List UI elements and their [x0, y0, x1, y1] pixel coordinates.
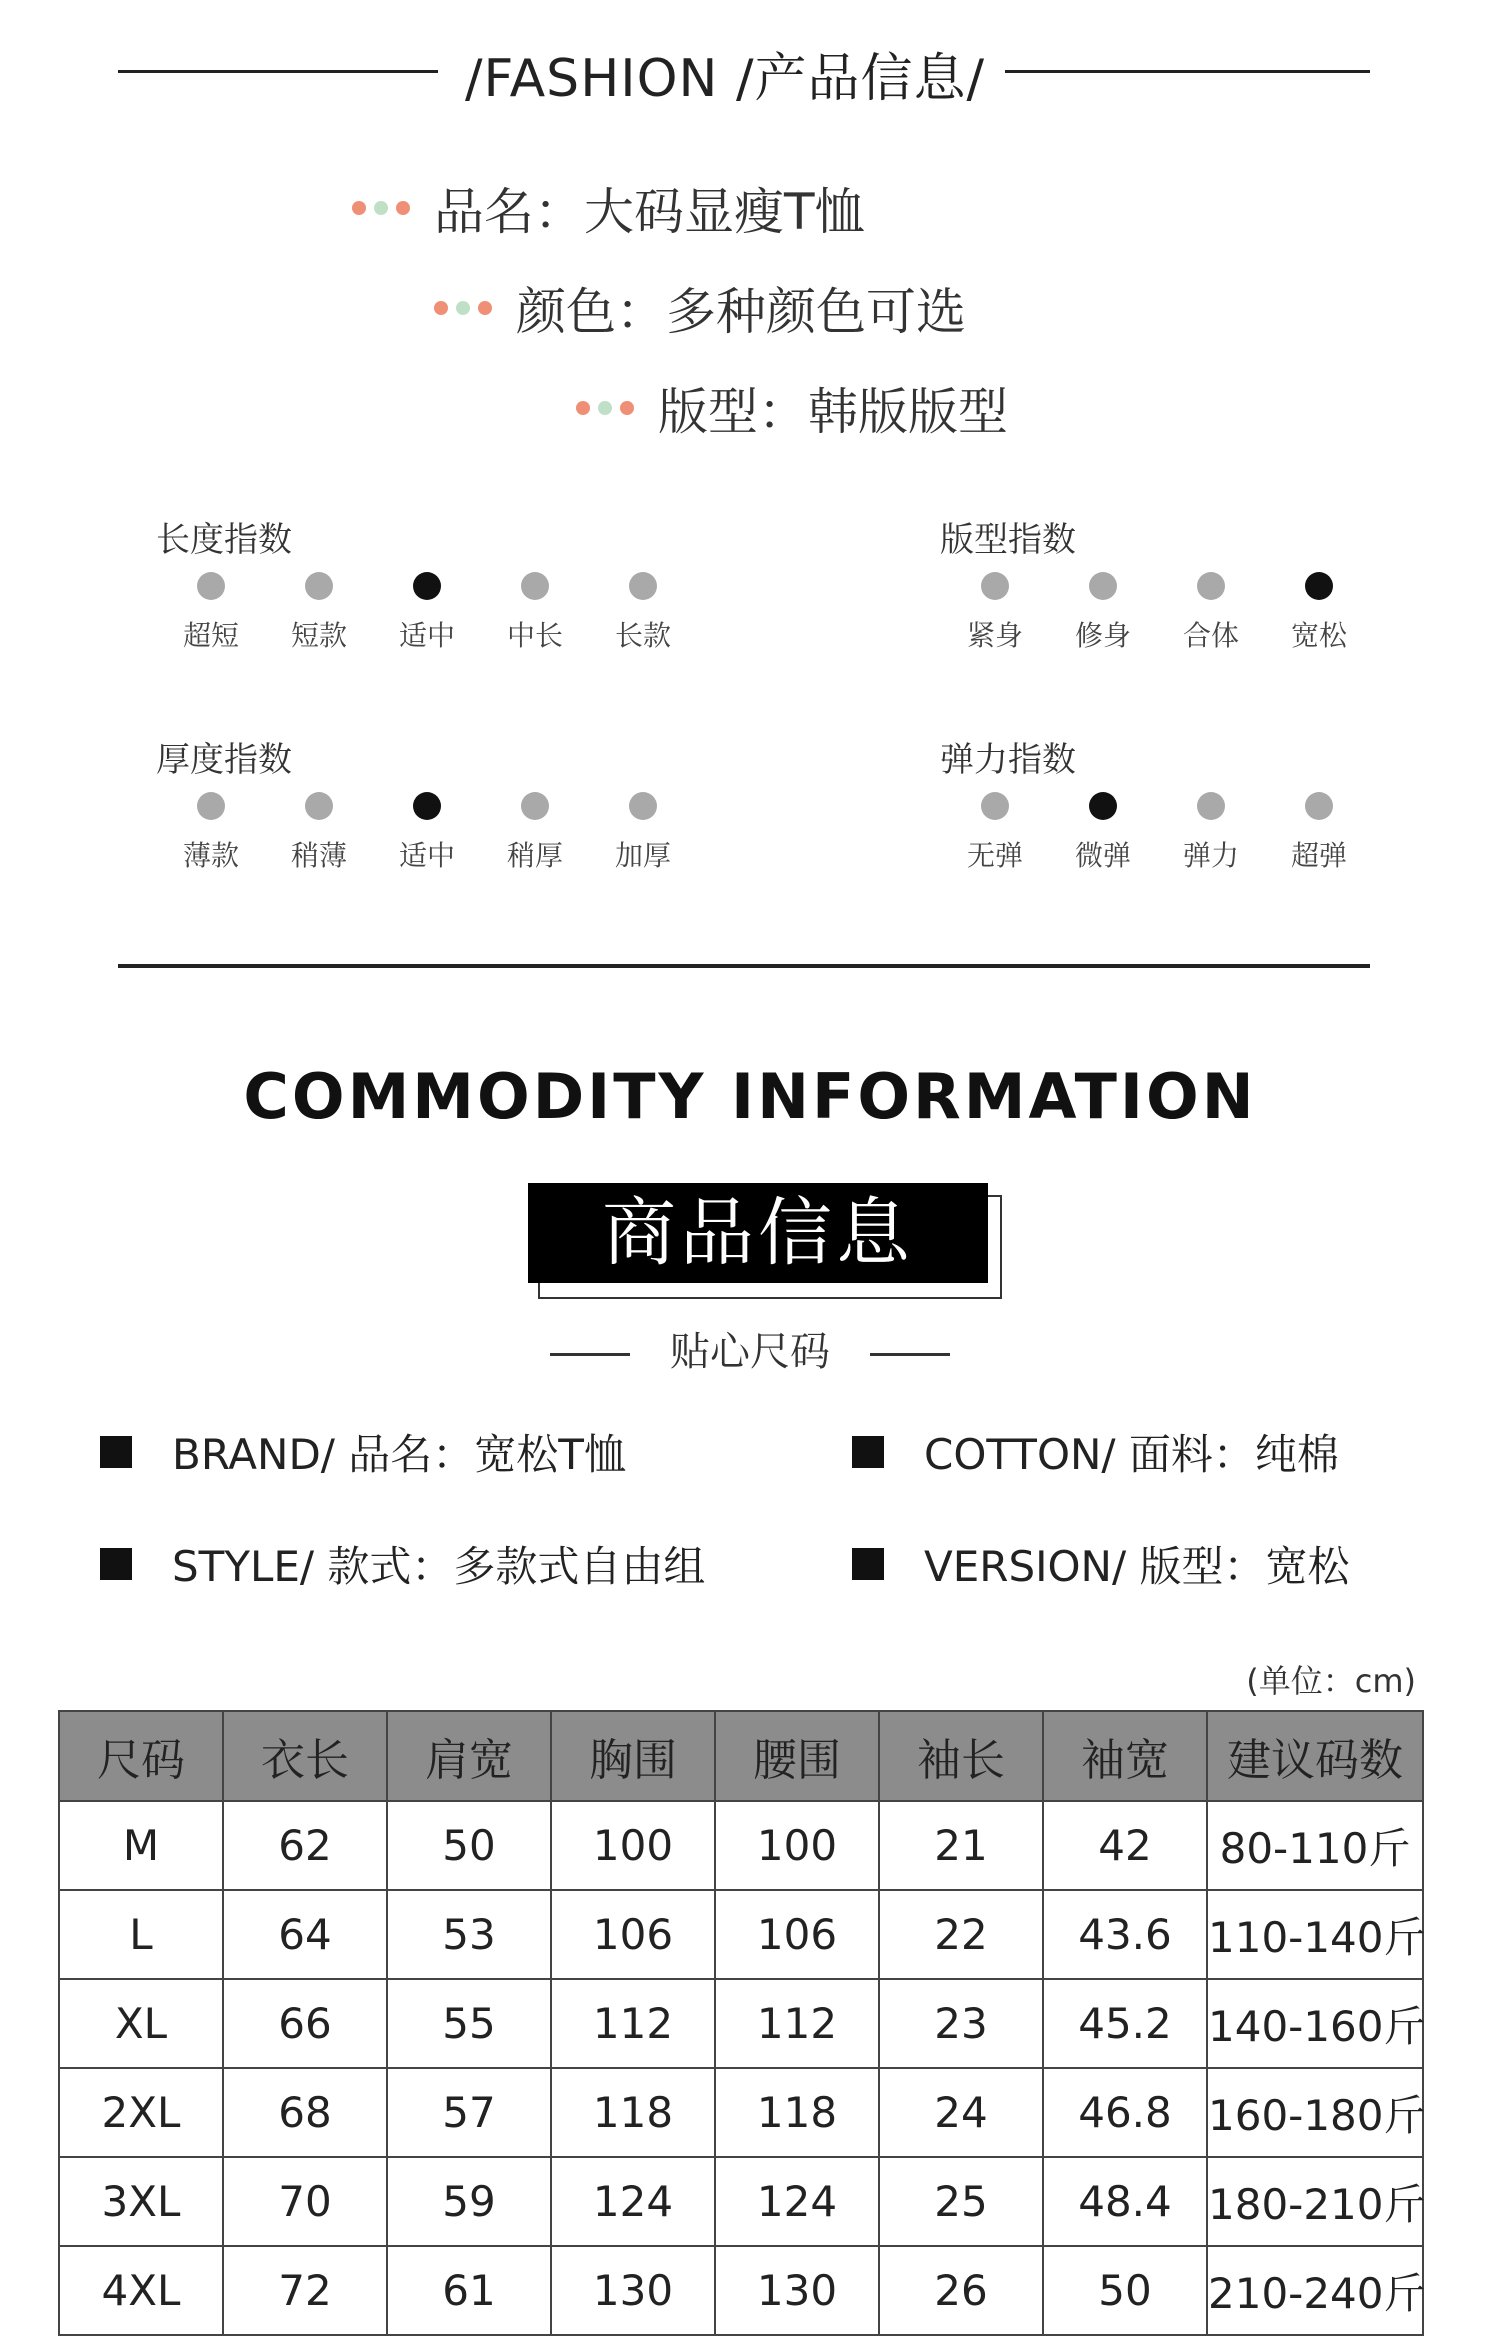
header-title: /FASHION /产品信息/: [464, 49, 986, 109]
table-cell: 26: [879, 2246, 1043, 2335]
product-fit-value: 韩版版型: [808, 383, 1008, 441]
scale-dot-icon: [521, 572, 549, 600]
header-shoulder: 肩宽: [387, 1711, 551, 1801]
scale-dot-icon: [413, 792, 441, 820]
table-cell: 57: [387, 2068, 551, 2157]
table-cell: 160-180斤: [1207, 2068, 1423, 2157]
bullet-dots-icon: [434, 301, 500, 315]
table-row: [59, 2157, 1423, 2246]
size-subtitle-text: 贴心尺码: [670, 1329, 830, 1375]
attr-version-text: VERSION/ 版型：宽松: [924, 1542, 1350, 1591]
scale-dot-icon: [1305, 792, 1333, 820]
table-header-row: [59, 1711, 1423, 1801]
header-length: 衣长: [223, 1711, 387, 1801]
attr-cotton: [852, 1422, 1339, 1482]
table-cell: 106: [551, 1890, 715, 1979]
table-cell: 45.2: [1043, 1979, 1207, 2068]
square-bullet-icon: [100, 1436, 132, 1468]
table-cell: 25: [879, 2157, 1043, 2246]
scale-point: 加厚: [588, 792, 698, 874]
table-cell: 2XL: [59, 2068, 223, 2157]
header-sleeve-length: 袖长: [879, 1711, 1043, 1801]
scale-point: 宽松: [1264, 572, 1374, 654]
thickness-index: [156, 732, 671, 872]
scale-dot-icon: [305, 572, 333, 600]
table-cell: 118: [715, 2068, 879, 2157]
table-cell: 62: [223, 1801, 387, 1890]
elasticity-index-title: 弹力指数: [940, 740, 1076, 780]
scale-point: 无弹: [940, 792, 1050, 874]
table-cell: 72: [223, 2246, 387, 2335]
table-cell: 50: [1043, 2246, 1207, 2335]
table-cell: 140-160斤: [1207, 1979, 1423, 2068]
attr-version: [852, 1534, 1349, 1594]
table-cell: 21: [879, 1801, 1043, 1890]
table-row: [59, 2068, 1423, 2157]
table-row: [59, 1890, 1423, 1979]
product-color-label: 颜色：: [516, 283, 666, 341]
table-row: [59, 1801, 1423, 1890]
header-size: 尺码: [59, 1711, 223, 1801]
product-name-label: 品名：: [434, 183, 584, 241]
commodity-title-box: 商品信息: [528, 1183, 988, 1283]
table-cell: 4XL: [59, 2246, 223, 2335]
scale-point: 超弹: [1264, 792, 1374, 874]
scale-point: 中长: [480, 572, 590, 654]
scale-point: 薄款: [156, 792, 266, 874]
table-cell: 66: [223, 1979, 387, 2068]
table-cell: M: [59, 1801, 223, 1890]
scale-dot-icon: [1197, 792, 1225, 820]
bullet-dots-icon: [352, 201, 418, 215]
attr-style: [100, 1534, 705, 1594]
table-cell: XL: [59, 1979, 223, 2068]
attr-cotton-text: COTTON/ 面料：纯棉: [924, 1430, 1339, 1479]
table-cell: 180-210斤: [1207, 2157, 1423, 2246]
table-cell: 112: [715, 1979, 879, 2068]
scale-point: 紧身: [940, 572, 1050, 654]
table-cell: 210-240斤: [1207, 2246, 1423, 2335]
scale-point: 短款: [264, 572, 374, 654]
fashion-header: [0, 30, 1500, 110]
table-cell: 55: [387, 1979, 551, 2068]
attr-style-text: STYLE/ 款式：多款式自由组: [172, 1542, 706, 1591]
size-table: [58, 1710, 1424, 2336]
scale-dot-icon: [197, 572, 225, 600]
product-name-value: 大码显瘦T恤: [584, 183, 865, 241]
table-cell: 42: [1043, 1801, 1207, 1890]
table-cell: 112: [551, 1979, 715, 2068]
scale-point: 修身: [1048, 572, 1158, 654]
header-recommended: 建议码数: [1207, 1711, 1423, 1801]
section-divider: [118, 964, 1370, 968]
unit-label: (单位：cm): [1246, 1662, 1416, 1700]
table-cell: 46.8: [1043, 2068, 1207, 2157]
table-cell: 130: [551, 2246, 715, 2335]
square-bullet-icon: [100, 1548, 132, 1580]
table-cell: 68: [223, 2068, 387, 2157]
scale-point: 稍薄: [264, 792, 374, 874]
header-sleeve-width: 袖宽: [1043, 1711, 1207, 1801]
product-color-value: 多种颜色可选: [666, 283, 966, 341]
scale-dot-icon: [1089, 792, 1117, 820]
fit-index: [940, 512, 1347, 652]
table-cell: 100: [551, 1801, 715, 1890]
subtitle-rule-right: [870, 1353, 950, 1356]
size-subtitle: [0, 1320, 1500, 1377]
square-bullet-icon: [852, 1548, 884, 1580]
scale-dot-icon: [981, 792, 1009, 820]
table-cell: 24: [879, 2068, 1043, 2157]
elasticity-index: [940, 732, 1347, 872]
scale-point: 适中: [372, 792, 482, 874]
table-cell: 110-140斤: [1207, 1890, 1423, 1979]
table-cell: 80-110斤: [1207, 1801, 1423, 1890]
table-cell: 3XL: [59, 2157, 223, 2246]
table-cell: L: [59, 1890, 223, 1979]
table-cell: 100: [715, 1801, 879, 1890]
table-cell: 124: [551, 2157, 715, 2246]
scale-point: 合体: [1156, 572, 1266, 654]
table-cell: 61: [387, 2246, 551, 2335]
length-index-title: 长度指数: [156, 520, 292, 560]
table-cell: 130: [715, 2246, 879, 2335]
table-cell: 124: [715, 2157, 879, 2246]
length-index: [156, 512, 671, 652]
scale-dot-icon: [413, 572, 441, 600]
table-cell: 70: [223, 2157, 387, 2246]
product-color-line: [434, 272, 966, 344]
scale-dot-icon: [629, 792, 657, 820]
scale-point: 微弹: [1048, 792, 1158, 874]
product-fit-line: [576, 372, 1008, 444]
table-cell: 43.6: [1043, 1890, 1207, 1979]
table-cell: 106: [715, 1890, 879, 1979]
table-cell: 22: [879, 1890, 1043, 1979]
subtitle-rule-left: [550, 1353, 630, 1356]
table-cell: 48.4: [1043, 2157, 1207, 2246]
table-cell: 118: [551, 2068, 715, 2157]
table-cell: 64: [223, 1890, 387, 1979]
attr-brand: [100, 1422, 626, 1482]
scale-dot-icon: [305, 792, 333, 820]
square-bullet-icon: [852, 1436, 884, 1468]
header-waist: 腰围: [715, 1711, 879, 1801]
table-cell: 53: [387, 1890, 551, 1979]
table-row: [59, 1979, 1423, 2068]
bullet-dots-icon: [576, 401, 642, 415]
scale-dot-icon: [1197, 572, 1225, 600]
thickness-index-title: 厚度指数: [156, 740, 292, 780]
scale-dot-icon: [521, 792, 549, 820]
commodity-heading: COMMODITY INFORMATION: [243, 1060, 1257, 1133]
scale-point: 长款: [588, 572, 698, 654]
scale-dot-icon: [629, 572, 657, 600]
scale-dot-icon: [981, 572, 1009, 600]
table-cell: 59: [387, 2157, 551, 2246]
table-cell: 50: [387, 1801, 551, 1890]
table-cell: 23: [879, 1979, 1043, 2068]
scale-point: 适中: [372, 572, 482, 654]
header-rule-right: [1005, 70, 1370, 73]
header-chest: 胸围: [551, 1711, 715, 1801]
scale-point: 超短: [156, 572, 266, 654]
scale-dot-icon: [1305, 572, 1333, 600]
header-rule-left: [118, 70, 438, 73]
scale-dot-icon: [197, 792, 225, 820]
product-fit-label: 版型：: [658, 383, 808, 441]
scale-point: 弹力: [1156, 792, 1266, 874]
product-name-line: [352, 172, 865, 244]
fit-index-title: 版型指数: [940, 520, 1076, 560]
scale-dot-icon: [1089, 572, 1117, 600]
scale-point: 稍厚: [480, 792, 590, 874]
attr-brand-text: BRAND/ 品名：宽松T恤: [172, 1430, 626, 1479]
